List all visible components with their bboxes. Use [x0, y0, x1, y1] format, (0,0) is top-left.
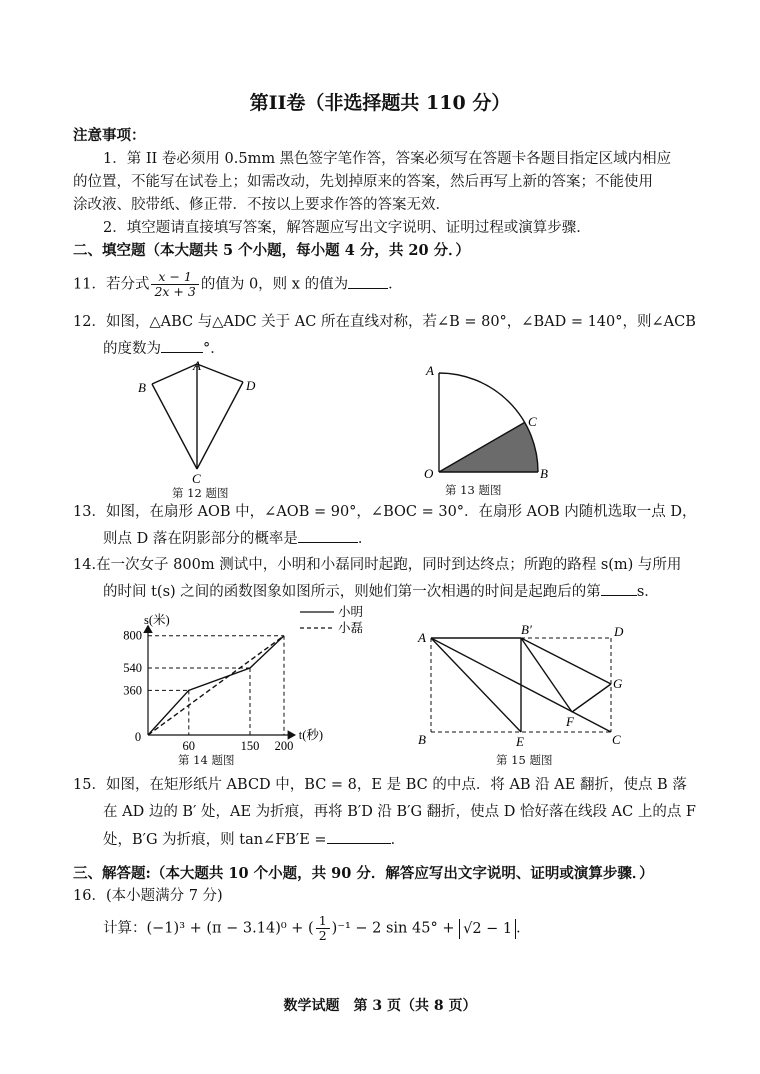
q15-text-line1: 如图，在矩形纸片 ABCD 中，BC = 8，E 是 BC 的中点．将 AB 沿 AE 翻折，使点 B 落 — [105, 777, 687, 793]
fig15-label-b-prime: B′ — [521, 622, 532, 637]
q14-text-line2: 的时间 t(s) 之间的函数图象如图所示，则她们第一次相遇的时间是起跑后的第 — [103, 584, 601, 600]
q11-fraction — [151, 270, 198, 299]
q14-text-line2-end: s． — [636, 584, 659, 600]
fig12-segment-dc — [197, 382, 243, 469]
fig12-segment-bc — [152, 384, 197, 469]
chart14-legend-label-xiaoming: 小明 — [338, 605, 364, 619]
q15-text-line3-end: ． — [390, 832, 406, 848]
fig12-segment-ad — [197, 364, 243, 382]
notice-item1-line2: 的位置，不能写在试卷上；如需改动，先划掉原来的答案，然后再写上新的答案；不能使用 — [73, 174, 653, 190]
q13-text-line1: 如图，在扇形 AOB 中，∠AOB = 90°，∠BOC = 30°．在扇形 AOB 内随机选取一点 D， — [105, 504, 697, 520]
notice-heading: 注意事项： — [73, 127, 146, 144]
page-title: 第II卷（非选择题共 110 分） — [249, 92, 511, 114]
notice-item1-line3: 涂改液、胶带纸、修正带．不按以上要求作答的答案无效． — [73, 197, 450, 213]
q13-text-line2-end: ． — [357, 531, 373, 547]
question-13-line1 — [73, 502, 697, 522]
figure-15-caption: 第 15 题图 — [496, 753, 553, 767]
q14-answer-blank[interactable] — [601, 581, 637, 596]
q13-number: 13． — [73, 504, 106, 520]
fig13-shaded-region — [439, 423, 538, 473]
chart14-legend-label-xiaolei: 小磊 — [338, 621, 364, 635]
notice-item1-line1: 1．第 II 卷必须用 0.5mm 黑色签字笔作答，答案必须写在答题卡各题目指定区域内相应 — [103, 151, 672, 167]
question-12-line1 — [73, 312, 696, 332]
q11-frac-denominator: 2x + 3 — [154, 284, 196, 299]
question-13-line2 — [103, 528, 372, 549]
q16-number: 16． — [73, 888, 106, 904]
fig12-label-a: A — [193, 358, 201, 373]
q11-end: ． — [388, 276, 403, 293]
fig13-label-c: C — [528, 414, 537, 429]
chart14-y-label: s(米) — [144, 612, 170, 627]
q12-answer-blank[interactable] — [161, 338, 203, 353]
figure-13-sector — [418, 360, 558, 480]
fig15-label-b: B — [418, 732, 426, 747]
question-16-expression — [103, 914, 531, 943]
q16-expr-end: ． — [516, 920, 531, 937]
q16-expr-mid: )⁻¹ − 2 sin 45° + — [331, 920, 460, 937]
chart14-y-tick-540: 540 — [123, 660, 142, 675]
chart14-series-xiaolei — [148, 636, 284, 735]
page-footer: 数学试题 第 3 页（共 8 页） — [283, 998, 477, 1014]
fig15-label-e: E — [516, 734, 524, 749]
q16-points: (本小题满分 7 分) — [105, 888, 223, 904]
q11-answer-blank[interactable] — [348, 274, 388, 289]
q16-fraction-half — [316, 914, 330, 943]
chart14-x-tick-0: 0 — [134, 730, 142, 744]
q12-number: 12． — [73, 314, 106, 330]
q12-text-line1: 如图，△ABC 与△ADC 关于 AC 所在直线对称，若∠B = 80°，∠BAD = 140°，则∠ACB — [105, 314, 696, 330]
q16-half-denominator: 2 — [318, 928, 327, 943]
chart14-x-label: t(秒) — [298, 728, 324, 742]
question-14-line1 — [73, 555, 681, 575]
question-15-line2: 在 AD 边的 B′ 处，AE 为折痕，再将 B′D 沿 B′G 翻折，使点 D 恰好落在线段 AC 上的点 F — [103, 804, 696, 820]
fig15-segment-b1g — [521, 638, 611, 684]
figure-12-caption: 第 12 题图 — [172, 486, 229, 500]
fig13-label-o: O — [424, 466, 434, 480]
fig12-label-d: D — [246, 378, 256, 393]
fig15-label-g: G — [613, 676, 623, 691]
fig15-label-d: D — [614, 624, 624, 639]
figure-14-chart — [110, 600, 380, 752]
figure-12-kite — [130, 356, 270, 486]
q16-expr-pre: 计算：(−1)³ + (π − 3.14)⁰ + ( — [103, 920, 314, 937]
q12-text-line2-end: °． — [203, 341, 225, 357]
question-16-header — [73, 886, 223, 906]
q11-frac-numerator: x − 1 — [151, 270, 198, 285]
notice-item2: 2．填空题请直接填写答案，解答题应写出文字说明、证明过程或演算步骤． — [103, 220, 591, 236]
chart14-x-tick-60: 60 — [182, 739, 196, 752]
q11-number: 11． — [73, 276, 106, 293]
q13-text-line2: 则点 D 落在阴影部分的概率是 — [103, 531, 298, 547]
q11-post: 的值为 0，则 x 的值为 — [200, 276, 349, 293]
q14-text-line1: 在一次女子 800m 测试中，小明和小磊同时起跑，同时到达终点；所跑的路程 s(m) 与所用 — [96, 557, 682, 573]
q15-number: 15． — [73, 777, 106, 793]
q11-pre: 若分式 — [105, 276, 150, 293]
figure-13-caption: 第 13 题图 — [445, 483, 502, 497]
fig12-label-c: C — [192, 471, 201, 486]
q15-text-line3: 处，B′G 为折痕，则 tan∠FB′E = — [103, 832, 327, 848]
question-15-line3 — [103, 829, 405, 850]
chart14-x-tick-150: 150 — [240, 739, 260, 752]
figure-14-caption: 第 14 题图 — [178, 753, 235, 767]
fig13-label-a: A — [426, 363, 434, 378]
chart14-y-tick-360: 360 — [123, 683, 142, 698]
q13-answer-blank[interactable] — [298, 528, 358, 543]
fig15-segment-ae — [431, 638, 521, 732]
section3-heading: 三、解答题:（本大题共 10 个小题，共 90 分．解答应写出文字说明、证明或演算步骤．） — [73, 865, 654, 882]
fig15-label-f: F — [566, 714, 574, 729]
question-14-line2 — [103, 581, 659, 602]
figure-15-rectangle — [410, 622, 630, 750]
q16-half-numerator: 1 — [316, 914, 330, 929]
fig15-segment-b1f — [521, 638, 572, 712]
q12-text-line2: 的度数为 — [103, 341, 161, 357]
q15-answer-blank[interactable] — [327, 829, 391, 844]
fig15-label-a: A — [418, 630, 426, 645]
fig12-segment-ab — [152, 364, 197, 384]
question-15-line1 — [73, 775, 687, 795]
question-11 — [73, 270, 403, 299]
fig15-label-c: C — [612, 732, 621, 747]
q16-absolute-value: √2 − 1 — [459, 919, 516, 939]
q14-number: 14. — [73, 557, 97, 573]
section2-heading: 二、填空题（本大题共 5 个小题，每小题 4 分，共 20 分．） — [73, 242, 470, 259]
chart14-y-tick-800: 800 — [123, 628, 142, 643]
fig13-label-b: B — [540, 466, 548, 480]
fig12-label-b: B — [138, 380, 146, 395]
fig15-segment-fg — [572, 684, 611, 712]
chart14-x-tick-200: 200 — [274, 739, 294, 752]
